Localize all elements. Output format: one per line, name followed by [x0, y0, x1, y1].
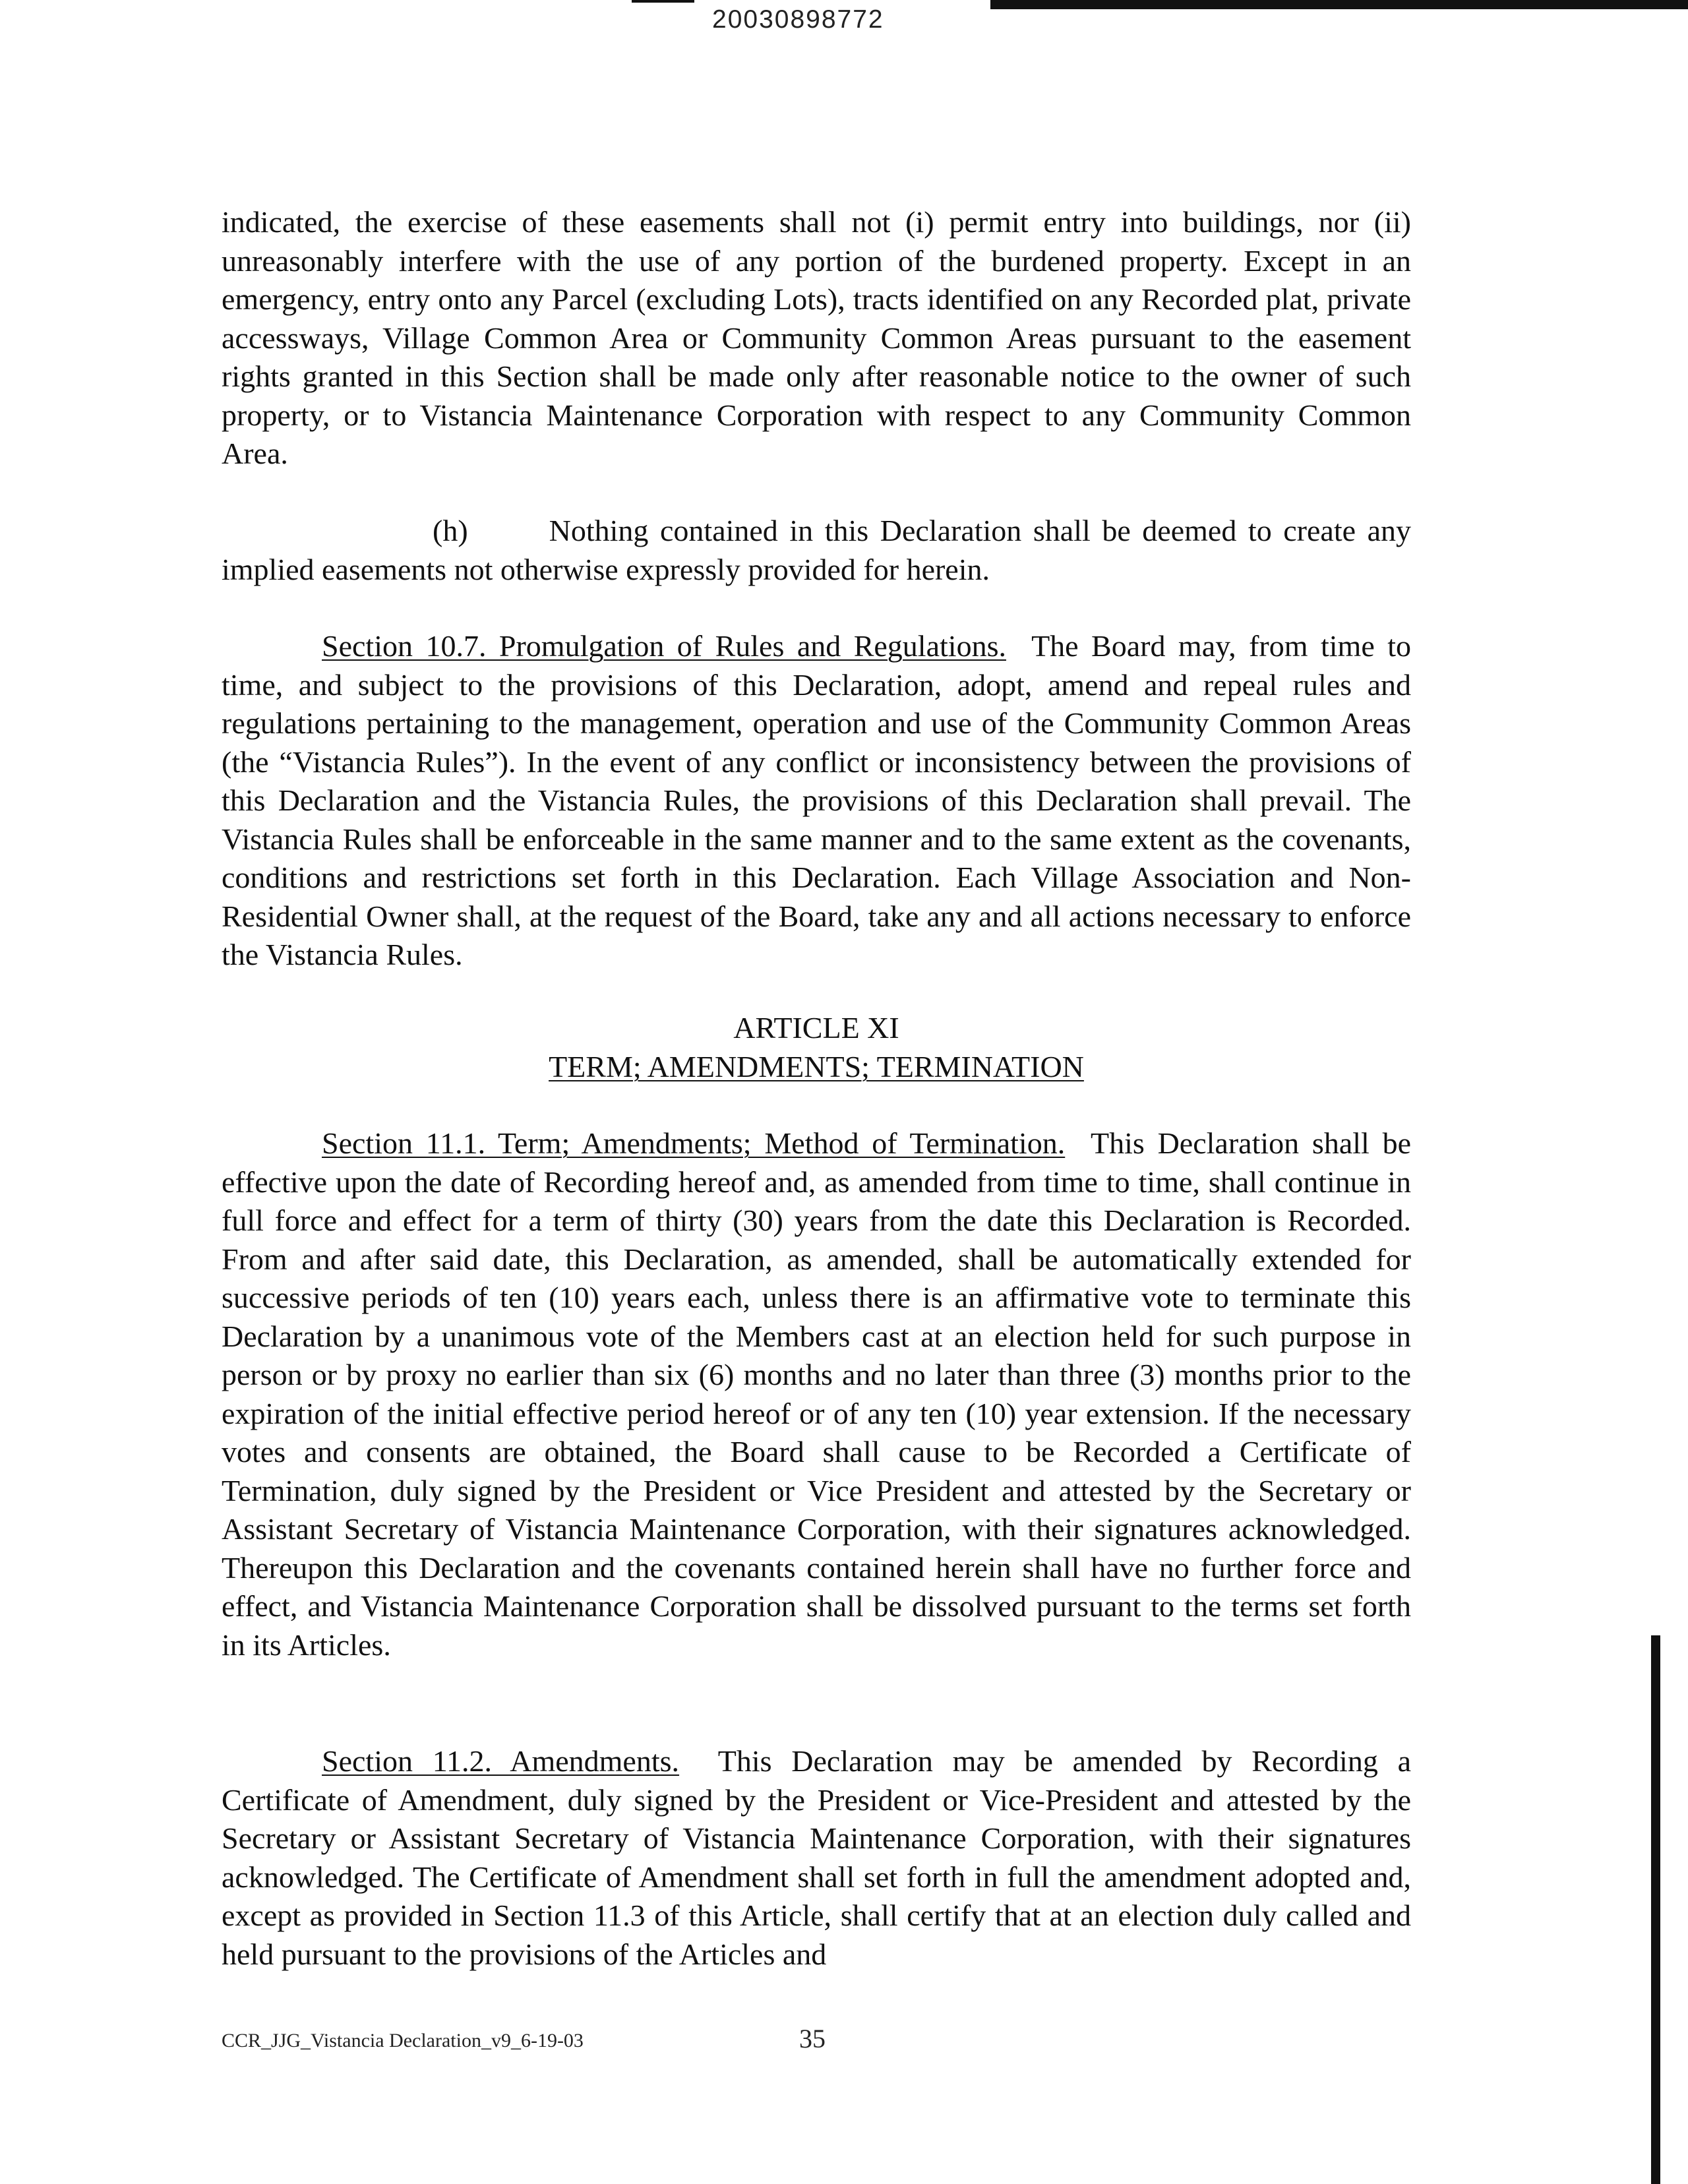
paragraph-text: Nothing contained in this Declaration shall be deemed to create any implied easements not otherwise expressly provided for herein. — [222, 514, 1412, 586]
section-10-7 — [222, 627, 1411, 975]
section-11-2 — [222, 1742, 1411, 1974]
section-text: This Declaration may be amended by Recording a Certificate of Amendment, duly signed by the President or Vice-President and attested by the Secretary or Assistant Secretary of Vistancia Maintenance Corporation, with their signatures acknowledged. The Certificate of Amendment shall set forth in full the amendment adopted and, except as provided in Section 11.3 of this Article, shall certify that at an election duly called and held pursuant to the provisions of the Articles and — [222, 1744, 1412, 1971]
section-text: This Declaration shall be effective upon the date of Recording hereof and, as amended from time to time, shall continue in full force and effect for a term of thirty (30) years from the date this Declaration is Recorded. From and after said date, this Declaration, as amended, shall be automatically extended for successive periods of ten (10) years each, unless there is an affirmative vote to terminate this Declaration by a unanimous vote of the Members cast at an election held for such purpose in person or by proxy no earlier than six (6) months and no later than three (3) months prior to the expiration of the initial effective period hereof or of any ten (10) year extension. If the necessary votes and consents are obtained, the Board shall cause to be Recorded a Certificate of Termination, duly signed by the President or Vice President and attested by the Secretary or Assistant Secretary of Vistancia Maintenance Corporation, with their signatures acknowledged. Thereupon this Declaration and the covenants contained herein shall have no further force and effect, and Vistancia Maintenance Corporation shall be dissolved pursuant to the terms set forth in its Articles. — [222, 1126, 1412, 1662]
recording-number: 20030898772 — [712, 5, 884, 34]
section-text: The Board may, from time to time, and subject to the provisions of this Declaration, adopt, amend and repeal rules and regulations pertaining to the management, operation and use of the Community Common Areas (the “Vistancia Rules”). In the event of any conflict or inconsistency between the provisions of this Declaration and the Vistancia Rules, the provisions of this Declaration shall prevail. The Vistancia Rules shall be enforceable in the same manner and to the same extent as the covenants, conditions and restrictions set forth in this Declaration. Each Village Association and Non-Residential Owner shall, at the request of the Board, take any and all actions necessary to enforce the Vistancia Rules. — [222, 629, 1411, 971]
section-11-1 — [222, 1124, 1411, 1664]
paragraph-easement-continued — [222, 203, 1411, 473]
paragraph-text: indicated, the exercise of these easements shall not (i) permit entry into buildings, nor (ii) unreasonably interfere with the use of any portion of the burdened property. Except in an emergency, entry onto any Parcel (excluding Lots), tracts identified on any Recorded plat, private accessways, Village Common Area or Community Common Areas pursuant to the easement rights granted in this Section shall be made only after reasonable notice to the owner of such property, or to Vistancia Maintenance Corporation with respect to any Community Common Area. — [222, 205, 1411, 470]
article-title — [222, 1048, 1411, 1087]
article-number: ARTICLE XI — [733, 1011, 899, 1045]
section-title: Section 11.2. Amendments. — [322, 1744, 680, 1778]
section-title: Section 10.7. Promulgation of Rules and Regulations. — [322, 629, 1006, 663]
section-title: Section 11.1. Term; Amendments; Method of Termination. — [322, 1126, 1066, 1160]
page-number: 35 — [799, 2024, 826, 2053]
article-title-text: TERM; AMENDMENTS; TERMINATION — [549, 1050, 1084, 1083]
top-rule-left — [632, 0, 694, 3]
top-rule-right — [990, 0, 1688, 9]
footer-file-name: CCR_JJG_Vistancia Declaration_v9_6-19-03 — [222, 2030, 584, 2051]
paragraph-h — [222, 512, 1411, 589]
paragraph-label: (h) — [433, 514, 468, 547]
scan-edge-bar — [1651, 1635, 1660, 2184]
